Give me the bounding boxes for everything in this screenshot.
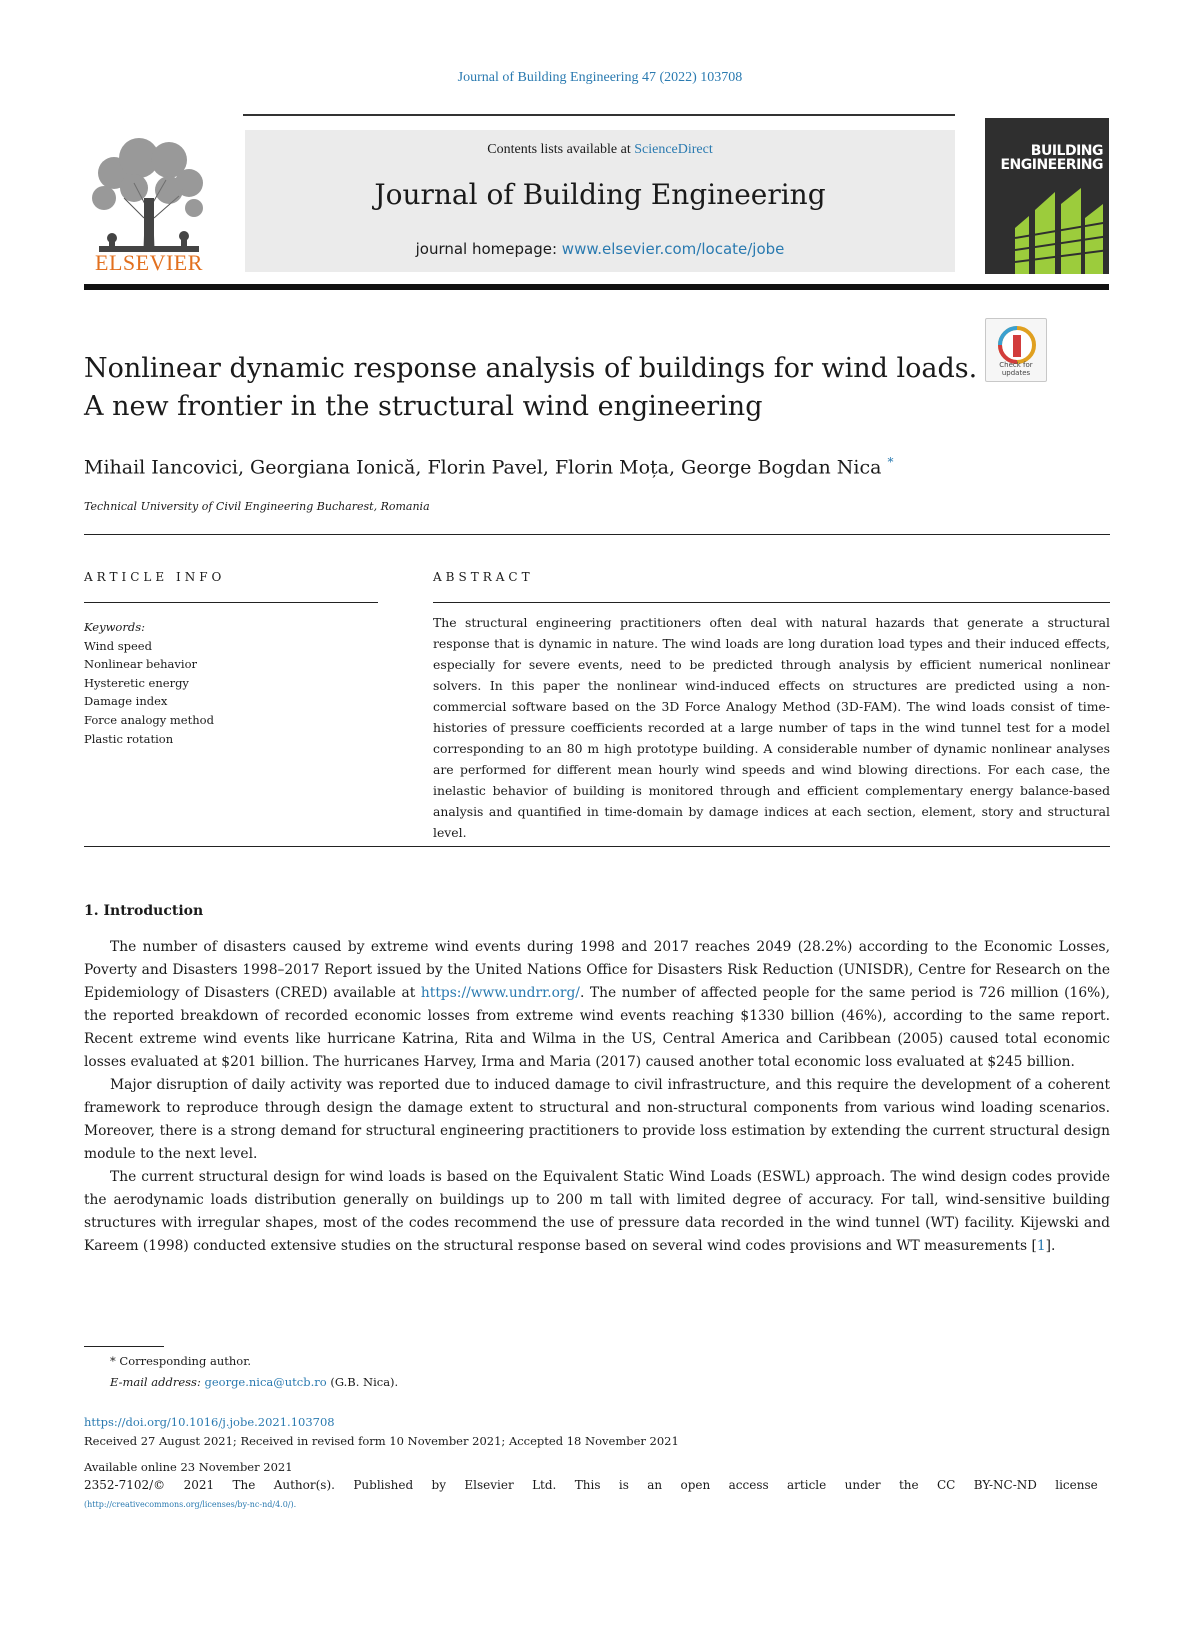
keyword-item: Damage index xyxy=(84,694,168,709)
cover-title xyxy=(985,144,1109,172)
article-info-heading: ARTICLE INFO xyxy=(84,570,226,584)
license-line xyxy=(84,1478,1098,1492)
license-word: Author(s). xyxy=(273,1478,335,1492)
intro-p1-text-a: The number of disasters caused by extreme wind events during 1998 and 2017 reaches 2049 (28.2%) according to the Economic Losses, Poverty and Disasters 1998–2017 Report issued by the United Nations Office for Disasters Risk Reduction (UNISDR), Centre for Research on the Epidemiology of Disasters (CRED) available at xyxy=(84,939,1110,1001)
homepage-line xyxy=(245,240,955,258)
footnote-rule xyxy=(84,1346,164,1347)
cover-building-graphic xyxy=(985,118,1109,274)
intro-p3-text-a: The current structural design for wind loads is based on the Equivalent Static Wind Loads (ESWL) approach. The wind design codes provide the aerodynamic loads distribution generally on buildings up to 200 m tall with limited degree of accuracy. For tall, wind-sensitive building structures with irregular shapes, most of the codes recommend the use of pressure data recorded in the wind tunnel (WT) facility. Kijewski and Kareem (1998) conducted extensive studies on the structural response based on several wind codes provisions and WT measurements [ xyxy=(84,1169,1110,1254)
undrr-link[interactable]: https://www.undrr.org/ xyxy=(420,985,580,1001)
intro-p1-text-b: . The number of affected people for the same period is 726 million (16%), the reported breakdown of recorded economic losses from extreme wind events reaching $1330 billion (46%), according to the same report. Recent extreme wind events like hurricane Katrina, Rita and Wilma in the US, Central America and Caribbean (2005) caused total economic losses evaluated at $201 billion. The hurricanes Harvey, Irma and Maria (2017) caused another total economic loss evaluated at $245 billion. xyxy=(84,985,1110,1070)
article-title-line2: A new frontier in the structural wind engineering xyxy=(84,391,763,422)
sciencedirect-link[interactable]: ScienceDirect xyxy=(634,142,713,157)
abstract-text: The structural engineering practitioners often deal with natural hazards that generate a structural response that is dynamic in nature. The wind loads are long duration load types and their induced effects, especially for severe events, need to be predicted through analysis by efficient numerical nonlinear solvers. In this paper the nonlinear wind-induced effects on structures are predicted using a non-commercial software based on the 3D Force Analogy Method (3D-FAM). The wind loads consist of time-histories of pressure coefficients recorded at a large number of taps in the wind tunnel test for a model corresponding to an 80 m high prototype building. A considerable number of dynamic nonlinear analyses are performed for different mean hourly wind speeds and wind blowing directions. For each case, the inelastic behavior of building is monitored through and efficient complementary energy balance-based analysis and quantified in time-domain by damage indices at each section, element, story and structural level. xyxy=(433,615,1110,840)
license-word: is xyxy=(618,1478,629,1492)
license-url-link[interactable]: (http://creativecommons.org/licenses/by-nc-nd/4.0/). xyxy=(84,1500,297,1509)
license-word: Published xyxy=(353,1478,414,1492)
intro-paragraph-3 xyxy=(84,1166,1110,1258)
crossmark-label: Check for updates xyxy=(999,361,1033,377)
homepage-link[interactable]: www.elsevier.com/locate/jobe xyxy=(561,240,785,258)
license-word: 2352-7102/© xyxy=(84,1478,166,1492)
keyword-item: Nonlinear behavior xyxy=(84,657,197,672)
license-word: article xyxy=(787,1478,827,1492)
email-footnote xyxy=(110,1375,398,1389)
received-dates: Received 27 August 2021; Received in revised form 10 November 2021; Accepted 18 November 2021 xyxy=(84,1434,679,1448)
keyword-item: Hysteretic energy xyxy=(84,675,189,690)
doi-link[interactable]: https://doi.org/10.1016/j.jobe.2021.103708 xyxy=(84,1415,335,1429)
abstract-rule xyxy=(433,602,1110,603)
reference-link-1[interactable]: 1 xyxy=(1036,1238,1046,1254)
email-label: E-mail address: xyxy=(110,1375,205,1389)
license-word: access xyxy=(728,1478,769,1492)
keywords-block xyxy=(84,618,384,748)
homepage-prefix: journal homepage: xyxy=(415,240,562,258)
license-word: 2021 xyxy=(183,1478,215,1492)
license-word: CC xyxy=(937,1478,956,1492)
keyword-item: Force analogy method xyxy=(84,712,214,727)
abstract-heading: ABSTRACT xyxy=(433,570,534,584)
keywords-label: Keywords: xyxy=(84,620,145,634)
cover-title-line1: BUILDING xyxy=(1030,143,1103,159)
license-word: BY-NC-ND xyxy=(973,1478,1037,1492)
corresponding-author-note: * Corresponding author. xyxy=(110,1354,252,1368)
corresponding-author-mark[interactable]: * xyxy=(887,455,894,469)
affiliation: Technical University of Civil Engineering Bucharest, Romania xyxy=(84,500,430,513)
journal-cover[interactable] xyxy=(985,118,1109,274)
email-suffix: (G.B. Nica). xyxy=(326,1375,399,1389)
running-head[interactable]: Journal of Building Engineering 47 (2022) 103708 xyxy=(457,70,743,85)
journal-name: Journal of Building Engineering xyxy=(374,178,826,211)
masthead-top-rule xyxy=(243,114,955,116)
introduction-heading: 1. Introduction xyxy=(84,903,204,919)
keyword-item: Plastic rotation xyxy=(84,731,174,746)
license-word: Ltd. xyxy=(532,1478,557,1492)
abstract-bottom-rule xyxy=(84,846,1110,847)
license-word: by xyxy=(431,1478,447,1492)
cover-title-line2: ENGINEERING xyxy=(1000,157,1103,173)
license-word: Elsevier xyxy=(464,1478,514,1492)
article-title xyxy=(84,350,984,426)
intro-paragraph-2: Major disruption of daily activity was reported due to induced damage to civil infrastructure, and this require the development of a coherent framework to reproduce through design the damage extent to structural and non-structural components from various wind loading scenarios. Moreover, there is a strong demand for structural engineering practitioners to provide loss estimation by extending the current structural design module to the next level. xyxy=(84,1077,1110,1162)
article-info-rule xyxy=(84,602,378,603)
license-word: under xyxy=(844,1478,881,1492)
header-divider xyxy=(84,534,1110,535)
license-word: an xyxy=(647,1478,663,1492)
author-list xyxy=(84,455,1064,478)
license-word: open xyxy=(680,1478,711,1492)
keyword-item: Wind speed xyxy=(84,638,152,653)
authors-text: Mihail Iancovici, Georgiana Ionică, Florin Pavel, Florin Moța, George Bogdan Nica xyxy=(84,456,882,479)
crossmark-badge[interactable] xyxy=(985,318,1047,382)
license-word: license xyxy=(1055,1478,1098,1492)
contents-prefix: Contents lists available at xyxy=(487,142,635,157)
license-word: This xyxy=(574,1478,601,1492)
masthead-bottom-rule xyxy=(84,284,1109,290)
email-link[interactable]: george.nica@utcb.ro xyxy=(204,1375,327,1389)
license-word: the xyxy=(898,1478,919,1492)
introduction-body xyxy=(84,936,1110,1258)
available-online: Available online 23 November 2021 xyxy=(84,1460,293,1474)
intro-p3-text-b: ]. xyxy=(1045,1238,1056,1254)
license-word: The xyxy=(232,1478,256,1492)
article-title-line1: Nonlinear dynamic response analysis of buildings for wind loads. xyxy=(84,353,978,384)
intro-paragraph-1 xyxy=(84,936,1110,1074)
contents-line xyxy=(245,142,955,158)
elsevier-wordmark: ELSEVIER xyxy=(95,250,203,275)
masthead-box xyxy=(245,130,955,272)
